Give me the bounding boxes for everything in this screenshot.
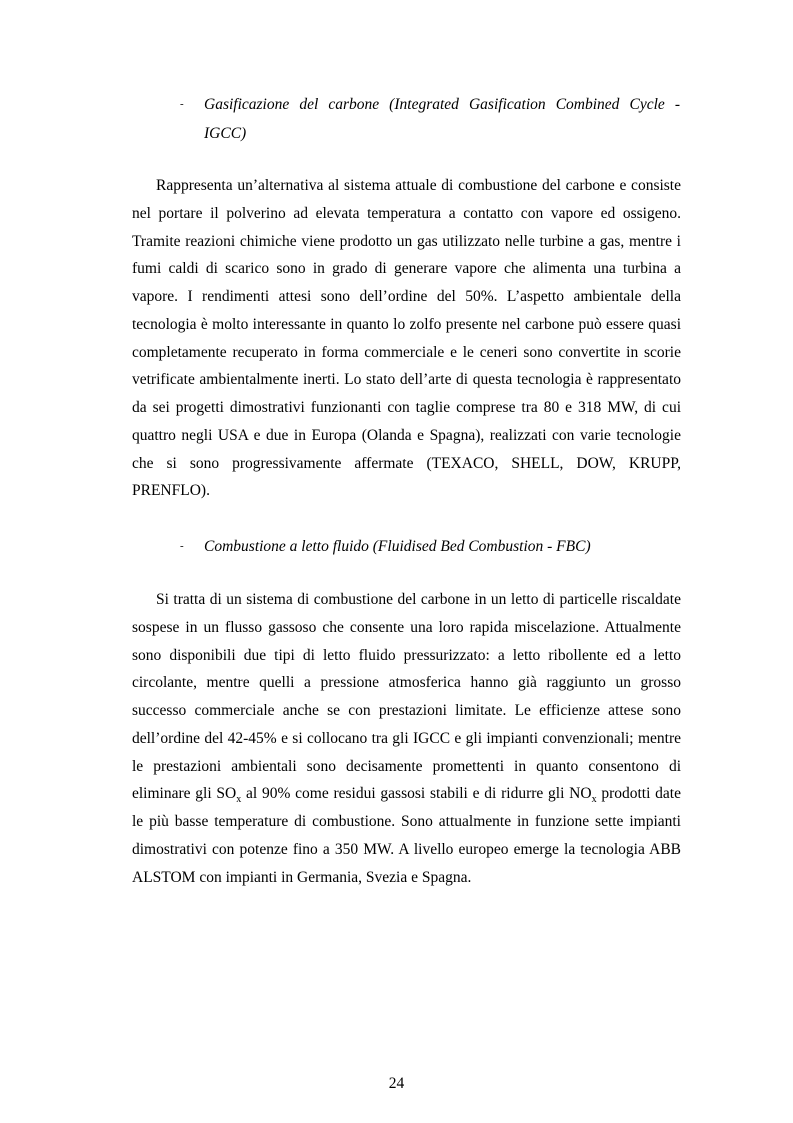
paragraph-text-part: al 90% come residui gassosi stabili e di ridurre gli NO: [241, 785, 592, 803]
subscript-x: x: [591, 794, 597, 806]
bullet-dash: -: [180, 540, 184, 552]
paragraph-text-part: prodotti date le più basse temperature di combustione. Sono attualmente in funzione sette impianti dimostrativi con potenze fino a 350 MW. A livello europeo emerge la tecnologia ABB ALSTOM con impianti in Germania, Svezia e Spagna.: [132, 785, 681, 886]
paragraph-igcc: Rappresenta un’alternativa al sistema attuale di combustione del carbone e consiste nel portare il polverino ad elevata temperatura a contatto con vapore ed ossigeno. Tramite reazioni chimiche viene prodotto un gas utilizzato nelle turbine a gas, mentre i fumi caldi di scarico sono in grado di generare vapore che alimenta una turbina a vapore. I rendimenti attesi sono dell’ordine del 50%. L’aspetto ambientale della tecnologia è molto interessante in quanto lo zolfo presente nel carbone può essere quasi completamente recuperato in forma commerciale e le ceneri sono convertite in scorie vetrificate ambientalmente inerti. Lo stato dell’arte di questa tecnologia è rappresentato da sei progetti dimostrativi funzionanti con taglie comprese tra 80 e 318 MW, di cui quattro negli USA e due in Europa (Olanda e Spagna), realizzati con varie tecnologie che si sono progressivamente affermate (TEXACO, SHELL, DOW, KRUPP, PRENFLO).: [132, 177, 681, 500]
section-heading-igcc: [180, 90, 680, 148]
paragraph-text-part: Si tratta di un sistema di combustione del carbone in un letto di particelle riscaldate sospese in un flusso gassoso che consente una loro rapida miscelazione. Attualmente sono disponibili due tipi di letto fluido pressurizzato: a letto ribollente ed a letto circolante, mentre quelli a pressione atmosferica hanno già raggiunto un grosso successo commerciale anche se con prestazioni limitate. Le efficienze attese sono dell’ordine del 42-45% e si collocano tra gli IGCC e gli impianti convenzionali; mentre le prestazioni ambientali sono decisamente promettenti in quanto consentono di eliminare gli SO: [132, 591, 681, 803]
page-number: 24: [388, 1075, 405, 1092]
paragraph-fbc: [132, 586, 681, 891]
bullet-dash: -: [180, 98, 184, 110]
section-heading-fbc: [180, 532, 680, 561]
heading-text: Gasificazione del carbone (Integrated Gasification Combined Cycle - IGCC): [204, 96, 680, 142]
heading-text: Combustione a letto fluido (Fluidised Bed Combustion - FBC): [204, 538, 591, 555]
subscript-x: x: [236, 794, 242, 806]
